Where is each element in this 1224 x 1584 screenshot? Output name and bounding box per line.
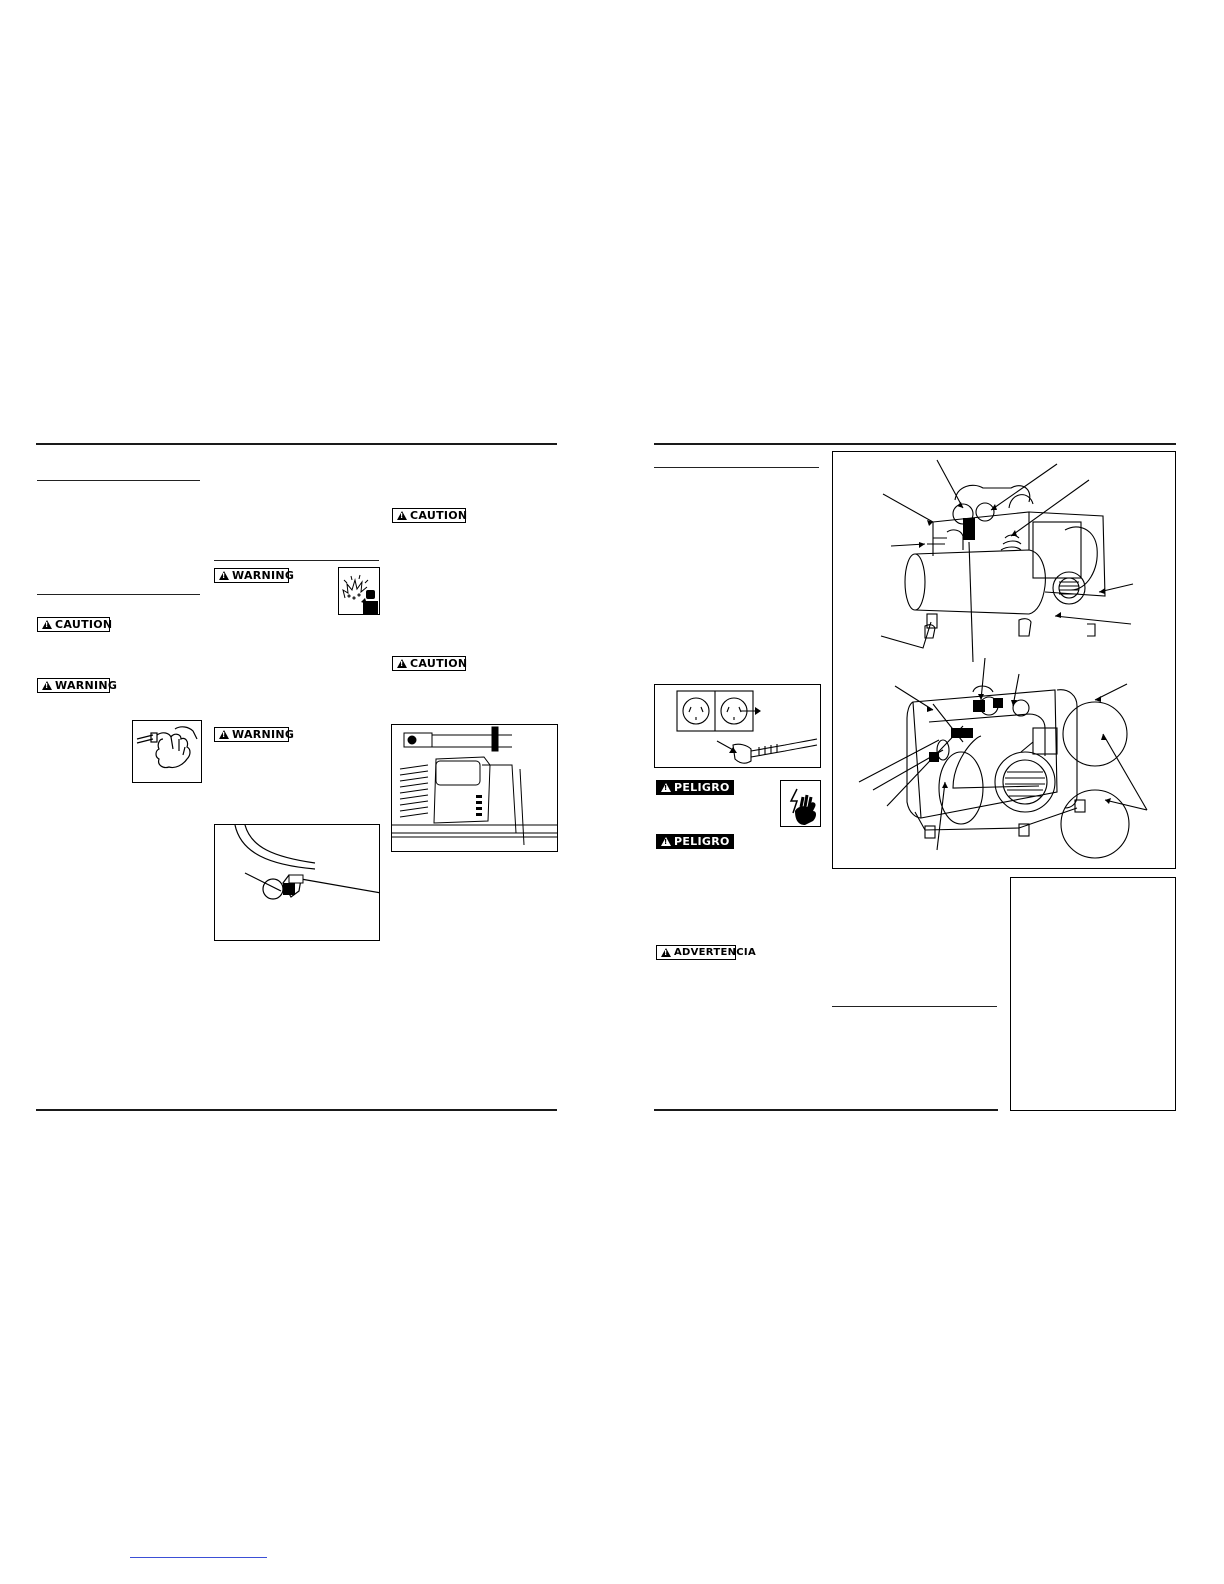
warning-triangle-icon bbox=[42, 620, 52, 629]
peligro-badge: ! PELIGRO bbox=[656, 780, 734, 795]
peligro-badge: ! PELIGRO bbox=[656, 834, 734, 849]
hand-nozzle-illustration bbox=[132, 720, 202, 783]
section-rule-1 bbox=[37, 480, 200, 481]
warning-triangle-icon bbox=[661, 948, 671, 957]
warning-triangle-icon bbox=[42, 681, 52, 690]
right-top-rule bbox=[654, 443, 1176, 445]
section-rule-3 bbox=[214, 560, 379, 561]
warning-triangle-icon bbox=[661, 783, 671, 792]
warning-triangle-icon bbox=[219, 730, 229, 739]
outlet-plug-illustration bbox=[654, 684, 821, 768]
caution-badge: ! CAUTION bbox=[392, 508, 466, 523]
explosion-hazard-icon bbox=[338, 567, 380, 615]
caution-badge: ! CAUTION bbox=[392, 656, 466, 671]
warning-badge: ! WARNING bbox=[37, 678, 110, 693]
left-top-rule bbox=[36, 443, 557, 445]
section-rule-2 bbox=[37, 594, 200, 595]
warning-badge: ! WARNING bbox=[214, 727, 289, 742]
warning-badge: ! WARNING bbox=[214, 568, 289, 583]
note-box bbox=[1010, 877, 1176, 1111]
caution-badge: ! CAUTION bbox=[37, 617, 110, 632]
advertencia-badge: ! ADVERTENCIA bbox=[656, 945, 736, 960]
warning-triangle-icon bbox=[219, 571, 229, 580]
drain-valve-illustration bbox=[214, 824, 380, 941]
right-bottom-rule bbox=[654, 1109, 998, 1111]
section-rule-4 bbox=[654, 467, 819, 468]
warning-triangle-icon bbox=[661, 837, 671, 846]
electric-shock-icon bbox=[780, 780, 821, 827]
warning-triangle-icon bbox=[397, 659, 407, 668]
warning-triangle-icon bbox=[397, 511, 407, 520]
motor-reset-illustration bbox=[391, 724, 558, 852]
footer-link-underline bbox=[130, 1557, 267, 1558]
section-rule-5 bbox=[832, 1006, 997, 1007]
left-bottom-rule bbox=[36, 1109, 557, 1111]
compressor-parts-illustration bbox=[832, 451, 1176, 869]
